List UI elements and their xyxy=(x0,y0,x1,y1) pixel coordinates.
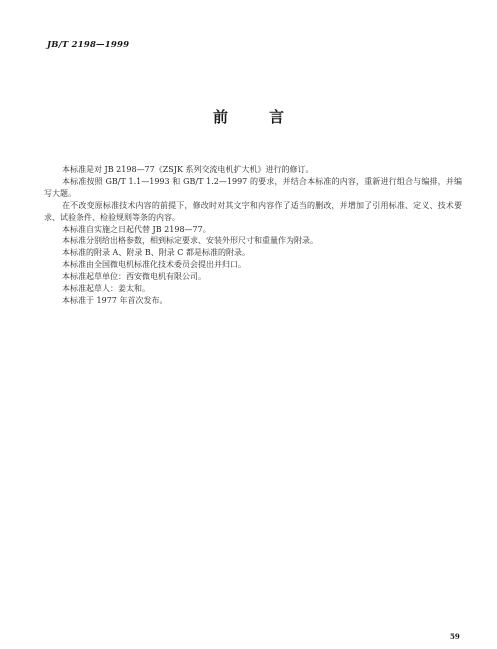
paragraph-revision: 本标准是对 JB 2198—77《ZSJK 系列交流电机扩大机》进行的修订。 xyxy=(62,165,314,174)
paragraph-annexes-content: 本标准分别给出格参数，相到标定要求、安装外形尺寸和重量作为附录。 xyxy=(62,236,318,246)
page-number: 59 xyxy=(450,632,460,641)
paragraph-format: 本标准按照 GB/T 1.1—1993 和 GB/T 1.2—1997 的要求，并结合本标准的内容，重新进行组合与编排，并编写大题。 xyxy=(44,176,462,198)
paragraph-changes: 在不改变原标准技术内容的前提下，修改时对其文字和内容作了适当的删改，并增加了引用标准、定义、技术要求、试验条件、检验规则等条的内容。 xyxy=(44,200,462,222)
paragraph-drafting-unit: 本标准起草单位：西安微电机有限公司。 xyxy=(62,272,206,282)
page-title: 前 言 xyxy=(212,108,297,126)
paragraph-replaces: 本标准自实施之日起代替 JB 2198—77。 xyxy=(62,224,211,234)
paragraph-proposed-by: 本标准由全国微电机标准化技术委员会提出并归口。 xyxy=(62,260,246,270)
paragraph-annexes-normative: 本标准的附录 A、附录 B、附录 C 都是标准的附录。 xyxy=(62,248,250,258)
paragraph-drafter: 本标准起草人：姜太和。 xyxy=(62,284,150,294)
standard-code-header: JB/T 2198—1999 xyxy=(47,40,130,50)
foreword-body xyxy=(44,164,462,307)
paragraph-first-issue: 本标准于 1977 年首次发布。 xyxy=(62,295,168,305)
